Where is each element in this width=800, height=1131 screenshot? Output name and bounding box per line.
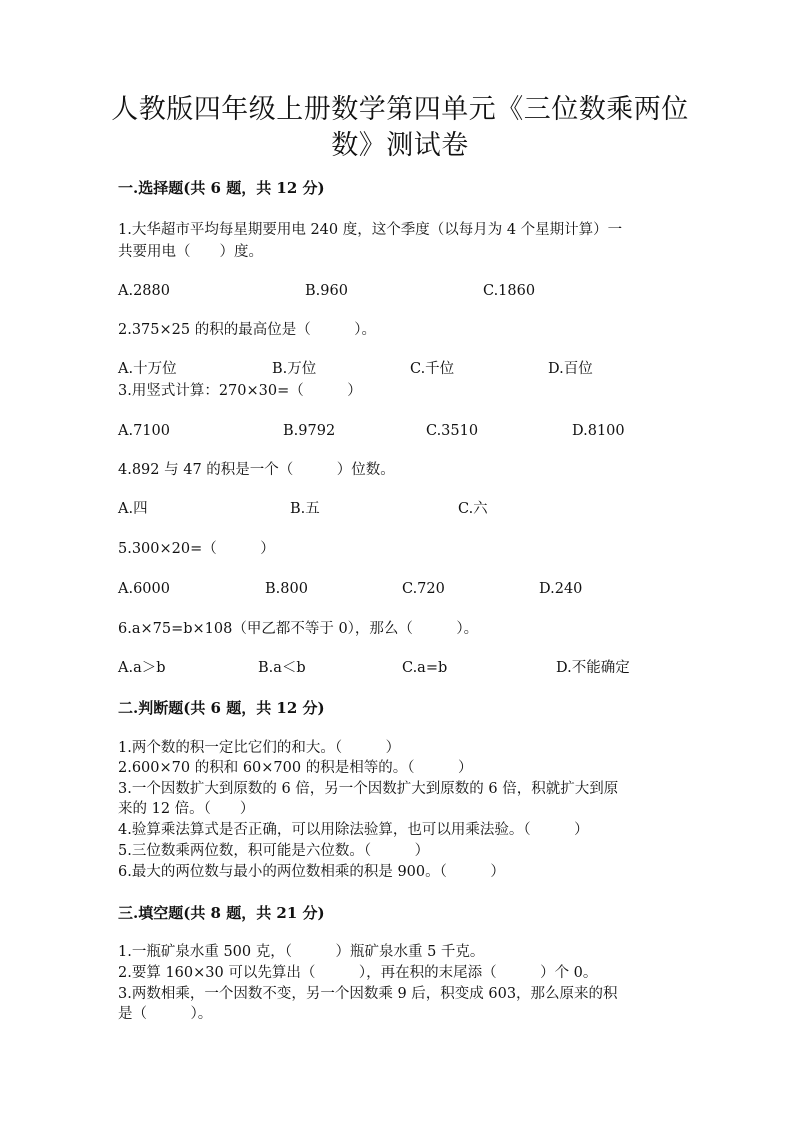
option-c: C.3510 <box>426 423 479 439</box>
question-text: 1.大华超市平均每星期要用电 240 度，这个季度（以每月为 4 个星期计算）一 <box>118 222 623 238</box>
question-text: 5.300×20=（ ） <box>118 541 275 557</box>
question-text: 1.一瓶矿泉水重 500 克，（ ）瓶矿泉水重 5 千克。 <box>118 944 485 960</box>
option-b: B.960 <box>305 283 348 299</box>
option-a: A.2880 <box>118 283 170 299</box>
option-c: C.1860 <box>483 283 536 299</box>
option-a: A.6000 <box>118 581 170 597</box>
question-text: 5.三位数乘两位数，积可能是六位数。（ ） <box>118 843 430 859</box>
option-b: B.五 <box>290 501 320 517</box>
option-d: D.8100 <box>572 423 625 439</box>
option-b: B.a＜b <box>258 660 306 676</box>
option-a: A.a＞b <box>118 660 166 676</box>
option-c: C.720 <box>402 581 445 597</box>
question-text: 2.要算 160×30 可以先算出（ ），再在积的末尾添（ ）个 0。 <box>118 965 598 981</box>
question-text: 2.600×70 的积和 60×700 的积是相等的。（ ） <box>118 760 473 776</box>
question-text: 4.验算乘法算式是否正确，可以用除法验算，也可以用乘法验。（ ） <box>118 822 589 838</box>
option-a: A.7100 <box>118 423 170 439</box>
question-text: 6.a×75=b×108（甲乙都不等于 0），那么（ ）。 <box>118 621 479 637</box>
question-text: 是（ ）。 <box>118 1006 213 1022</box>
question-text: 2.375×25 的积的最高位是（ ）。 <box>118 322 376 338</box>
question-text: 共要用电（ ）度。 <box>118 244 263 260</box>
section-heading-judge: 二.判断题(共 6 题，共 12 分) <box>118 699 325 717</box>
question-text: 3.用竖式计算：270×30=（ ） <box>118 383 362 399</box>
option-a: A.四 <box>118 501 148 517</box>
question-text: 3.一个因数扩大到原数的 6 倍，另一个因数扩大到原数的 6 倍，积就扩大到原 <box>118 781 619 797</box>
question-text: 1.两个数的积一定比它们的和大。（ ） <box>118 740 401 756</box>
option-d: D.百位 <box>548 361 593 377</box>
option-b: B.800 <box>265 581 308 597</box>
section-heading-choice: 一.选择题(共 6 题，共 12 分) <box>118 179 325 197</box>
question-text: 3.两数相乘，一个因数不变，另一个因数乘 9 后，积变成 603，那么原来的积 <box>118 986 618 1002</box>
title-line-1: 人教版四年级上册数学第四单元《三位数乘两位 <box>111 94 689 125</box>
page-title <box>0 92 800 164</box>
question-text: 4.892 与 47 的积是一个（ ）位数。 <box>118 462 395 478</box>
option-d: D.不能确定 <box>556 660 630 676</box>
option-b: B.9792 <box>283 423 336 439</box>
option-b: B.万位 <box>272 361 317 377</box>
option-d: D.240 <box>539 581 583 597</box>
option-a: A.十万位 <box>118 361 177 377</box>
option-c: C.千位 <box>410 361 455 377</box>
question-text: 6.最大的两位数与最小的两位数相乘的积是 900。（ ） <box>118 864 505 880</box>
option-c: C.六 <box>458 501 488 517</box>
section-heading-fill: 三.填空题(共 8 题，共 21 分) <box>118 904 325 922</box>
title-line-2: 数》测试卷 <box>331 130 469 161</box>
option-c: C.a=b <box>402 660 448 676</box>
question-text: 来的 12 倍。（ ） <box>118 801 255 817</box>
